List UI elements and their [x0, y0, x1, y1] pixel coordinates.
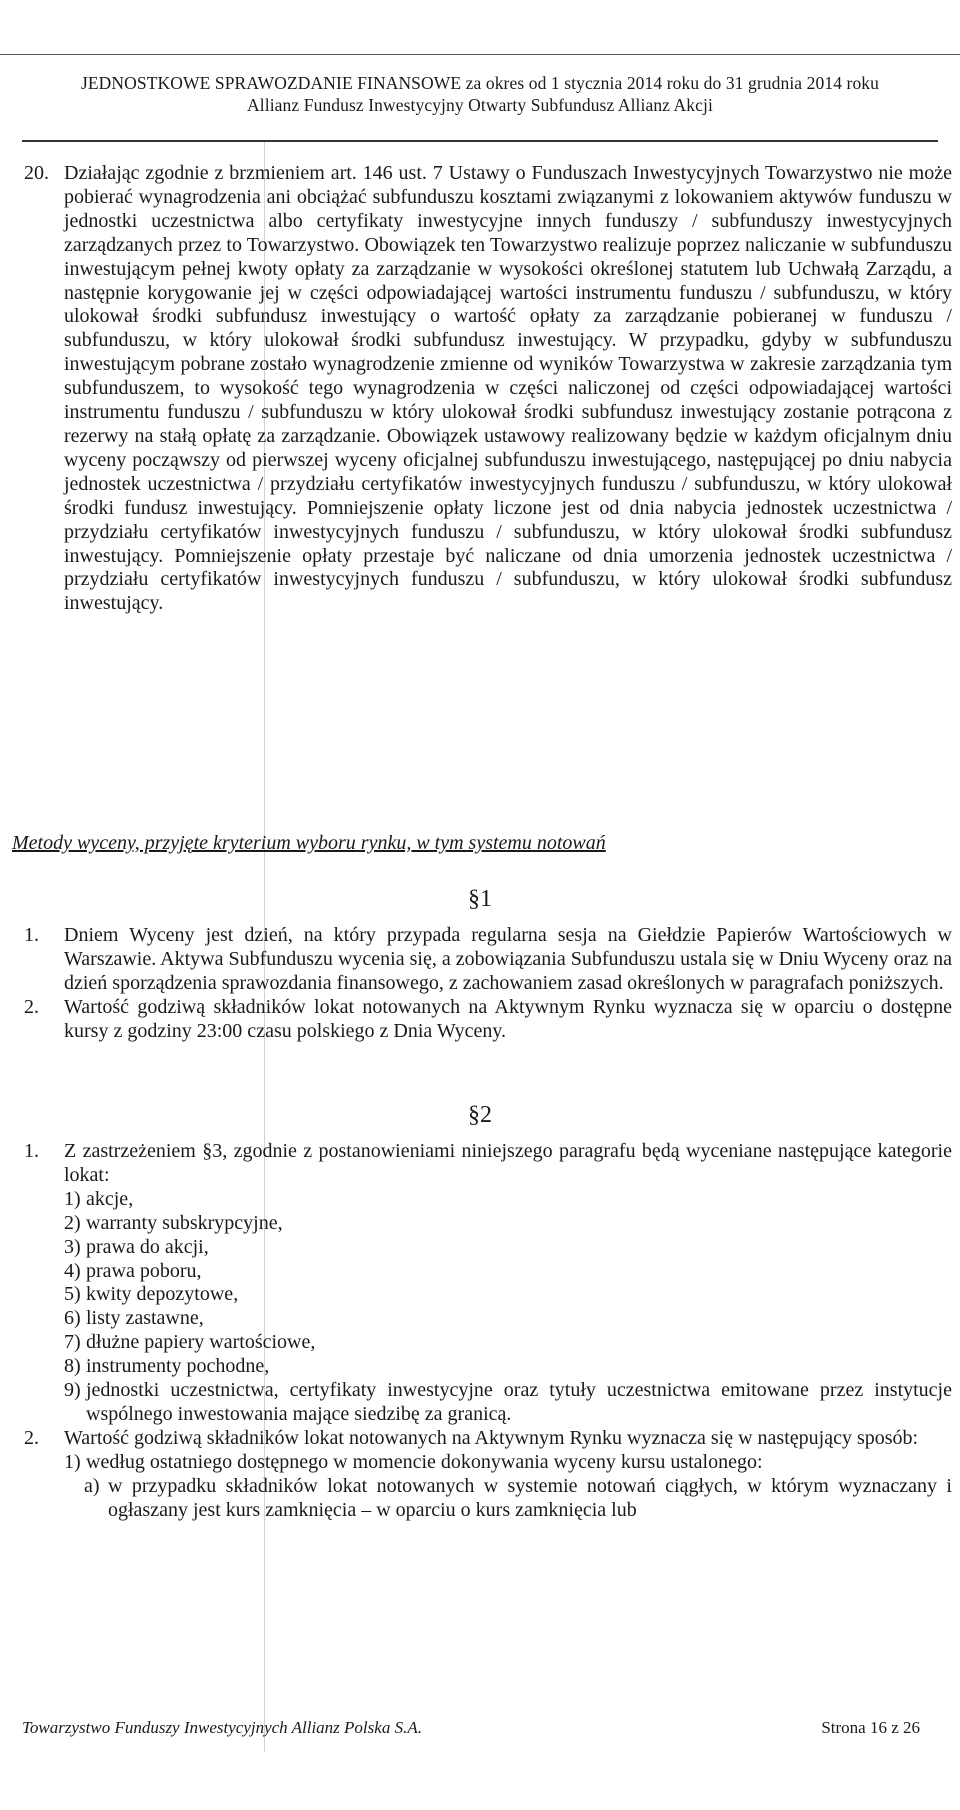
item-number: 1. [24, 1140, 39, 1162]
footer-page-number: Strona 16 z 26 [821, 1718, 920, 1737]
list-item [22, 996, 952, 1044]
note-20 [22, 162, 952, 616]
top-border-rule [0, 54, 960, 55]
document-header [0, 72, 960, 116]
list-item [22, 1140, 952, 1188]
item-number: 1. [24, 924, 39, 946]
category-number: 1) [64, 1187, 81, 1210]
sub-item-text: według ostatniego dostępnego w momencie dokonywania wyceny kursu ustalonego: [86, 1450, 763, 1473]
item-number: 2. [24, 1426, 39, 1449]
sub-sub-item [22, 1475, 952, 1523]
category-text: jednostki uczestnictwa, certyfikaty inwestycyjne oraz tytuły uczestnictwa emitowane przez instytucje wspólnego inwestowania mające siedzibę za granicą. [86, 1379, 952, 1425]
paragraph-1-body [22, 924, 952, 1044]
note-number: 20. [24, 162, 49, 184]
category-item [22, 1283, 952, 1307]
category-text: prawa do akcji, [86, 1235, 209, 1258]
header-title: JEDNOSTKOWE SPRAWOZDANIE FINANSOWE za okres od 1 stycznia 2014 roku do 31 grudnia 2014 roku [80, 73, 879, 93]
category-text: instrumenty pochodne, [86, 1355, 270, 1378]
paragraph-1-sign: §1 [468, 886, 492, 912]
category-number: 5) [64, 1283, 81, 1306]
category-number: 8) [64, 1355, 81, 1378]
category-item [22, 1379, 952, 1427]
category-number: 9) [64, 1379, 81, 1402]
category-number: 4) [64, 1259, 81, 1282]
category-item [22, 1355, 952, 1379]
category-text: prawa poboru, [86, 1259, 202, 1282]
category-item [22, 1331, 952, 1355]
item-text: Dniem Wyceny jest dzień, na który przypada regularna sesja na Giełdzie Papierów Wartościowych w Warszawie. Aktywa Subfunduszu wycenia się, a zobowiązania Subfunduszu ustala się w Dniu Wyceny oraz na dzień sporządzenia sprawozdania finansowego, z zachowaniem zasad określonych w paragrafach poniższych. [64, 924, 952, 994]
sub-sub-item-letter: a) [84, 1474, 100, 1497]
list-item [22, 1427, 952, 1451]
category-item [22, 1212, 952, 1236]
item-number: 2. [24, 995, 39, 1018]
item-text: Z zastrzeżeniem §3, zgodnie z postanowieniami niniejszego paragrafu będą wyceniane następujące kategorie lokat: [64, 1140, 952, 1186]
item-text: Wartość godziwą składników lokat notowanych na Aktywnym Rynku wyznacza się w następujący sposób: [64, 1426, 919, 1449]
category-text: listy zastawne, [86, 1307, 204, 1330]
note-20-text: Działając zgodnie z brzmieniem art. 146 ust. 7 Ustawy o Funduszach Inwestycyjnych Towarzystwo nie może pobierać wynagrodzenia ani obciążać subfunduszu kosztami związanymi z lokowaniem aktywów funduszu w jednostki uczestnictwa albo certyfikaty inwestycyjne innych funduszy / subfunduszy inwestycyjnych zarządzanych przez to Towarzystwo. Obowiązek ten Towarzystwo realizuje poprzez naliczanie w subfunduszu inwestującym pełnej kwoty opłaty za zarządzanie w wysokości określonej statutem lub Uchwałą Zarządu, a następnie korygowanie jej w części odpowiadającej wartości instrumentu funduszu / subfunduszu, w który ulokował środki subfundusz inwestujący o wartość opłaty za zarządzanie pobieranej w funduszu / subfunduszu, w który ulokował środki subfundusz inwestujący. W przypadku, gdyby w subfunduszu inwestującym pobrane zostało wynagrodzenie zmienne od wyników Towarzystwa w zakresie zarządzania tym subfunduszem, to wysokość tego wynagrodzenia w części naliczonej od części odpowiadającej wartości instrumentu funduszu / subfunduszu w który ulokował środki subfundusz inwestujący zostanie potrącona z rezerwy na stałą opłatę za zarządzanie. Obowiązek ustawowy realizowany będzie w każdym oficjalnym dniu wyceny począwszy od pierwszej wyceny oficjalnej subfunduszu inwestującego, następującej po dniu nabycia jednostek uczestnictwa / przydziału certyfikatów inwestycyjnych funduszu / subfunduszu, w który ulokował środki fundusz inwestujący. Pomniejszenie opłaty liczone jest od dnia nabycia jednostek uczestnictwa / przydziału certyfikatów inwestycyjnych funduszu / subfunduszu, w który ulokował środki subfundusz inwestujący. Pomniejszenie opłaty przestaje być naliczane od dnia umorzenia jednostek uczestnictwa / przydziału certyfikatów inwestycyjnych funduszu / subfunduszu, w który ulokował środki subfundusz inwestujący. [64, 162, 952, 615]
category-text: akcje, [86, 1187, 134, 1210]
header-subtitle: Allianz Fundusz Inwestycyjny Otwarty Subfundusz Allianz Akcji [247, 95, 713, 115]
category-text: dłużne papiery wartościowe, [86, 1331, 316, 1354]
sub-item [22, 1451, 952, 1475]
category-item [22, 1260, 952, 1284]
sub-item-number: 1) [64, 1450, 81, 1473]
category-text: kwity depozytowe, [86, 1283, 239, 1306]
paragraph-2-sign: §2 [468, 1102, 492, 1128]
section-heading: Metody wyceny, przyjęte kryterium wyboru rynku, w tym systemu notowań [12, 832, 606, 854]
sub-sub-item-text: w przypadku składników lokat notowanych w systemie notowań ciągłych, w którym wyznaczany i ogłaszany jest kurs zamknięcia – w oparciu o kurs zamknięcia lub [108, 1474, 952, 1521]
footer-company: Towarzystwo Funduszy Inwestycyjnych Allianz Polska S.A. [22, 1718, 422, 1737]
category-number: 7) [64, 1331, 81, 1354]
paragraph-2-body [22, 1140, 952, 1523]
list-item [22, 924, 952, 996]
category-item [22, 1188, 952, 1212]
category-item [22, 1236, 952, 1260]
category-text: warranty subskrypcyjne, [86, 1211, 283, 1234]
header-divider [22, 140, 938, 142]
category-number: 2) [64, 1211, 81, 1234]
category-number: 6) [64, 1307, 81, 1330]
category-item [22, 1307, 952, 1331]
item-text: Wartość godziwą składników lokat notowanych na Aktywnym Rynku wyznacza się w oparciu o dostępne kursy z godziny 23:00 czasu polskiego z Dnia Wyceny. [64, 995, 952, 1042]
category-number: 3) [64, 1235, 81, 1258]
note-20-paragraph [22, 162, 952, 616]
